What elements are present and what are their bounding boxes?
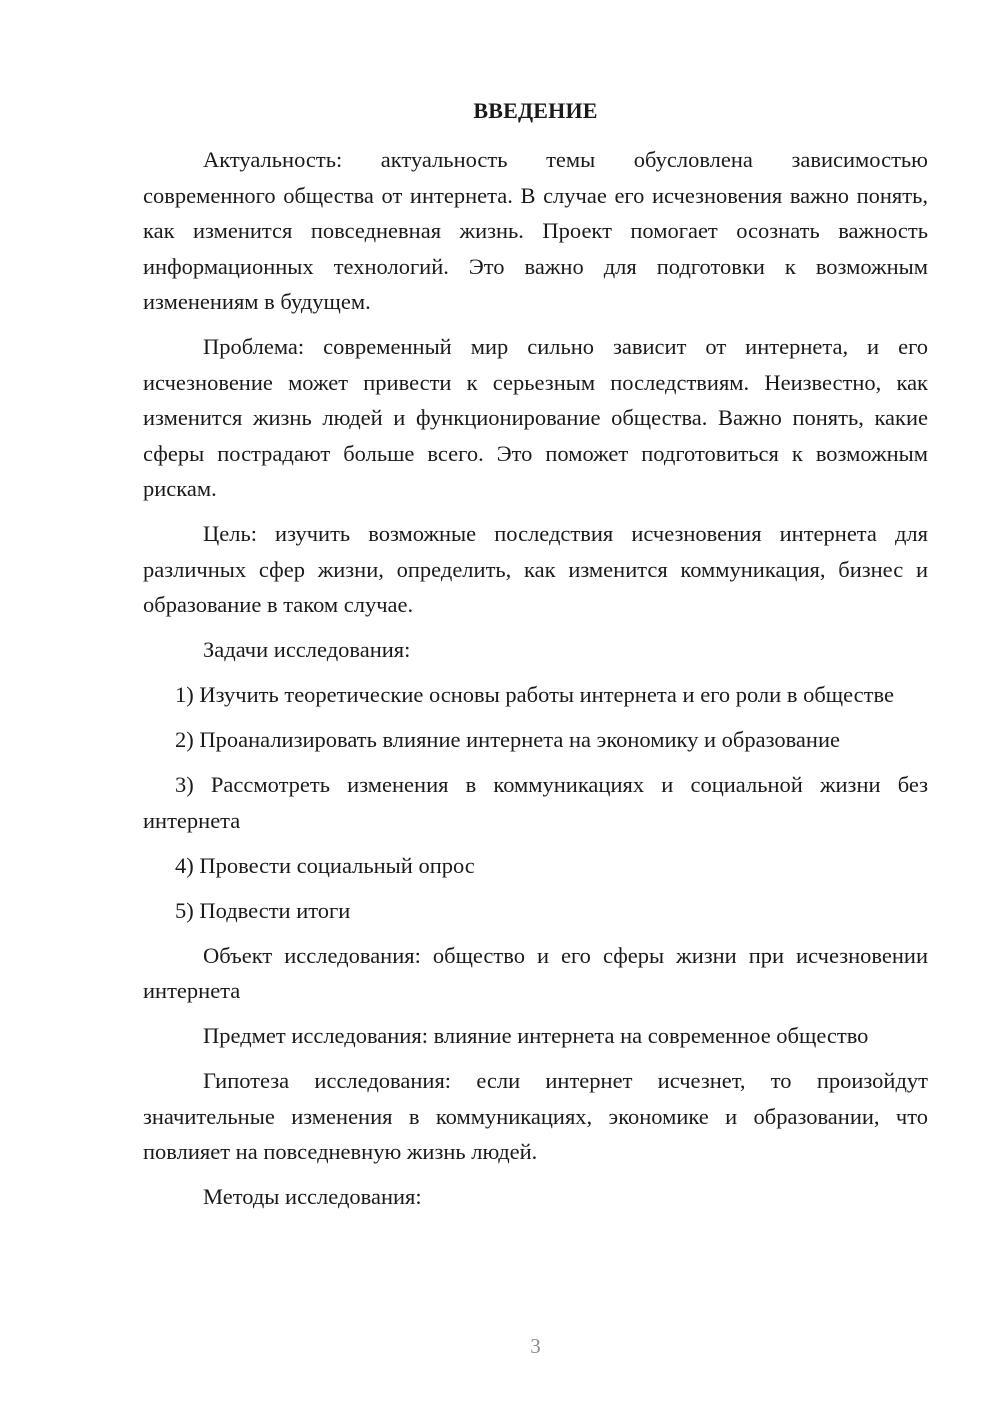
- paragraph-goal: Цель: изучить возможные последствия исчезновения интернета для различных сфер жизни, определить, как изменится коммуникация, бизнес и образование в таком случае.: [143, 521, 928, 617]
- paragraph-problem: Проблема: современный мир сильно зависит от интернета, и его исчезновение может привести к серьезным последствиям. Неизвестно, как изменится жизнь людей и функционирование общества. Важно понять, какие сферы пострадают больше всего. Это поможет подготовиться к возможным рискам.: [143, 334, 928, 501]
- task-item-2: 2) Проанализировать влияние интернета на экономику и образование: [175, 727, 840, 752]
- paragraph-tasks-heading: Задачи исследования:: [203, 637, 411, 662]
- paragraph-hypothesis: Гипотеза исследования: если интернет исчезнет, то произойдут значительные изменения в коммуникациях, экономике и образовании, что повлияет на повседневную жизнь людей.: [143, 1068, 928, 1164]
- document-page: [143, 0, 928, 1414]
- task-item-4: 4) Провести социальный опрос: [175, 852, 475, 878]
- paragraph-object: Объект исследования: общество и его сферы жизни при исчезновении интернета: [143, 942, 928, 1003]
- document-body: [143, 142, 928, 1224]
- task-item-5: 5) Подвести итоги: [175, 897, 351, 923]
- task-item-3: 3) Рассмотреть изменения в коммуникациях и социальной жизни без интернета: [143, 772, 928, 833]
- section-title: ВВЕДЕНИЕ: [473, 98, 598, 123]
- task-item-1: 1) Изучить теоретические основы работы интернета и его роли в обществе: [175, 682, 894, 707]
- paragraph-methods-heading: Методы исследования:: [203, 1184, 422, 1209]
- page-number: 3: [530, 1334, 541, 1358]
- paragraph-relevance: Актуальность: актуальность темы обусловлена зависимостью современного общества от интернета. В случае его исчезновения важно понять, как изменится повседневная жизнь. Проект помогает осознать важность информационных технологий. Это важно для подготовки к возможным изменениям в будущем.: [143, 147, 928, 314]
- paragraph-subject: Предмет исследования: влияние интернета на современное общество: [203, 1023, 869, 1048]
